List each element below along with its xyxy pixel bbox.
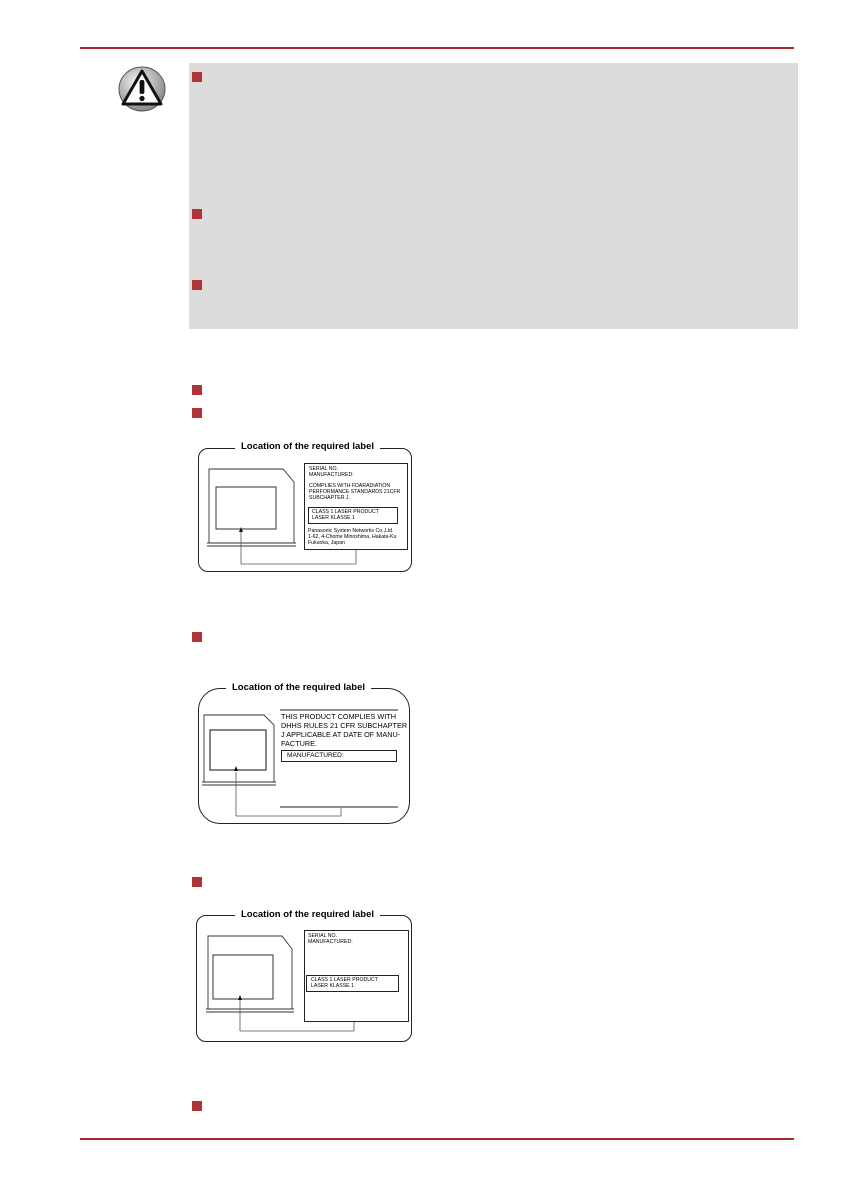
laser-class-text: LASER KLASSE 1 bbox=[312, 515, 355, 521]
header-rule bbox=[80, 47, 794, 49]
label-location-figure-3 bbox=[196, 909, 412, 1043]
list-bullet bbox=[192, 1101, 202, 1111]
manufactured-text: MANUFACTURED: bbox=[287, 752, 344, 759]
figure-title: Location of the required label bbox=[235, 441, 380, 453]
manufactured-text: MANUFACTURED: bbox=[309, 472, 354, 478]
serial-no-text: SERIAL NO. bbox=[308, 933, 337, 939]
laser-class-text: LASER KLASSE 1 bbox=[311, 983, 354, 989]
laser-class-text: CLASS 1 LASER PRODUCT bbox=[311, 977, 378, 983]
warning-icon bbox=[118, 66, 166, 112]
warning-bullet bbox=[192, 72, 202, 82]
list-bullet bbox=[192, 385, 202, 395]
figure-title: Location of the required label bbox=[226, 682, 371, 694]
label-location-figure-2 bbox=[198, 682, 410, 825]
warning-bullet bbox=[192, 209, 202, 219]
manufactured-text: MANUFACTURED: bbox=[308, 939, 353, 945]
list-bullet bbox=[192, 408, 202, 418]
manufacturer-text: 1-62, 4-Chome Minoshima, Hakata-Ku bbox=[308, 534, 397, 540]
manufacturer-text: Fukuoka, Japan bbox=[308, 540, 345, 546]
compliance-text: J APPLICABLE AT DATE OF MANU- bbox=[281, 730, 401, 739]
compliance-text: SUBCHAPTER J. bbox=[309, 495, 350, 501]
list-bullet bbox=[192, 632, 202, 642]
figure-title: Location of the required label bbox=[235, 909, 380, 921]
laser-class-text: CLASS 1 LASER PRODUCT bbox=[312, 509, 379, 515]
warning-bullet bbox=[192, 280, 202, 290]
serial-no-text: SERIAL NO. bbox=[309, 466, 338, 472]
manufacturer-text: Panasonic System Networks Co.,Ltd. bbox=[308, 528, 394, 534]
compliance-text: DHHS RULES 21 CFR SUBCHAPTER bbox=[281, 721, 408, 730]
warning-box bbox=[189, 63, 798, 329]
label-location-figure-1 bbox=[198, 441, 412, 573]
compliance-text: PERFORMANCE STANDARDS 21CFR bbox=[309, 489, 401, 495]
compliance-text: FACTURE. bbox=[281, 739, 318, 748]
footer-rule bbox=[80, 1138, 794, 1140]
compliance-text: COMPLIES WITH FDARADIATION bbox=[309, 483, 391, 489]
list-bullet bbox=[192, 877, 202, 887]
compliance-text: THIS PRODUCT COMPLIES WITH bbox=[281, 712, 397, 721]
